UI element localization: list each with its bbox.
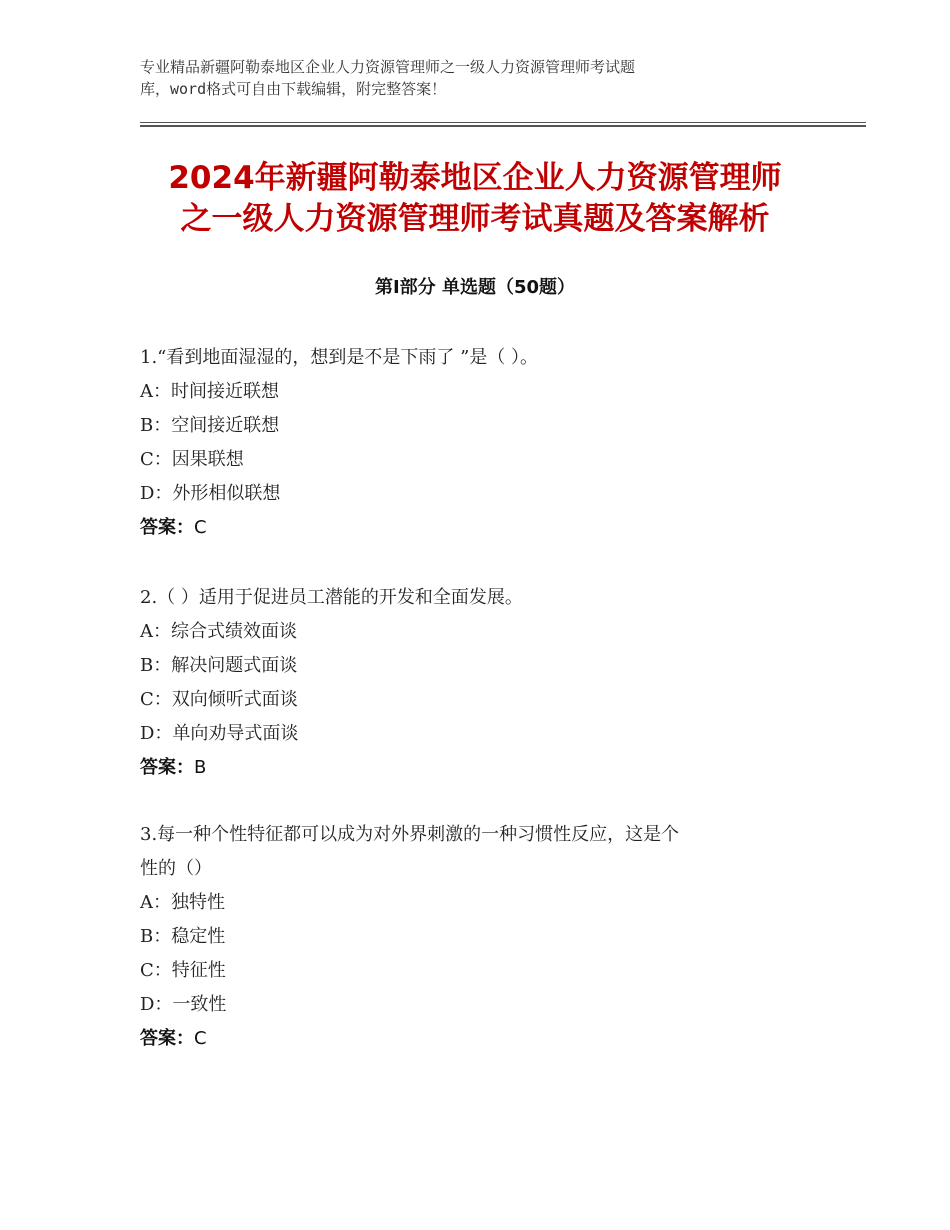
option-b: B：空间接近联想	[140, 415, 280, 436]
document-title	[100, 158, 850, 240]
answer-label: 答案：	[140, 1028, 194, 1049]
answer-line	[140, 1022, 820, 1056]
option-b: B：稳定性	[140, 926, 226, 947]
header-note-line-1: 专业精品新疆阿勒泰地区企业人力资源管理师之一级人力资源管理师考试题	[140, 58, 636, 76]
question-stem-line: 2.（ ）适用于促进员工潜能的开发和全面发展。	[140, 587, 523, 608]
option-d: D：外形相似联想	[140, 483, 281, 504]
answer-label: 答案：	[140, 517, 194, 538]
option-d: D：一致性	[140, 994, 227, 1015]
option-d: D：单向劝导式面谈	[140, 723, 299, 744]
header-divider-thick	[140, 125, 866, 127]
question-stem	[140, 818, 820, 886]
answer-line	[140, 751, 820, 785]
document-title-line-2: 之一级人力资源管理师考试真题及答案解析	[180, 201, 770, 237]
option-b: B：解决问题式面谈	[140, 655, 298, 676]
answer-value: B	[194, 757, 207, 778]
document-title-line-1: 2024年新疆阿勒泰地区企业人力资源管理师	[168, 160, 782, 196]
option-a: A：独特性	[140, 892, 225, 913]
question-stem-line: 1.“看到地面湿湿的，想到是不是下雨了 ”是（ ）。	[140, 347, 539, 368]
option-a: A：综合式绩效面谈	[140, 621, 297, 642]
answer-line	[140, 511, 820, 545]
section-heading: 第Ⅰ部分 单选题（50题）	[374, 277, 575, 298]
answer-value: C	[194, 517, 207, 538]
question-stem	[140, 581, 820, 615]
answer-value: C	[194, 1028, 207, 1049]
question-3	[140, 818, 820, 1056]
question-stem-line: 3.每一种个性特征都可以成为对外界刺激的一种习惯性反应，这是个	[140, 824, 680, 845]
question-2	[140, 581, 820, 785]
question-stem-line: 性的（）	[140, 858, 212, 879]
header-divider-thin	[140, 122, 866, 123]
header-note-line-2: 库，word格式可自由下载编辑，附完整答案！	[140, 80, 447, 98]
question-1	[140, 341, 820, 545]
document-header-note	[140, 56, 800, 100]
option-c: C：因果联想	[140, 449, 244, 470]
answer-label: 答案：	[140, 757, 194, 778]
question-stem	[140, 341, 820, 375]
option-c: C：特征性	[140, 960, 226, 981]
option-a: A：时间接近联想	[140, 381, 279, 402]
option-c: C：双向倾听式面谈	[140, 689, 298, 710]
